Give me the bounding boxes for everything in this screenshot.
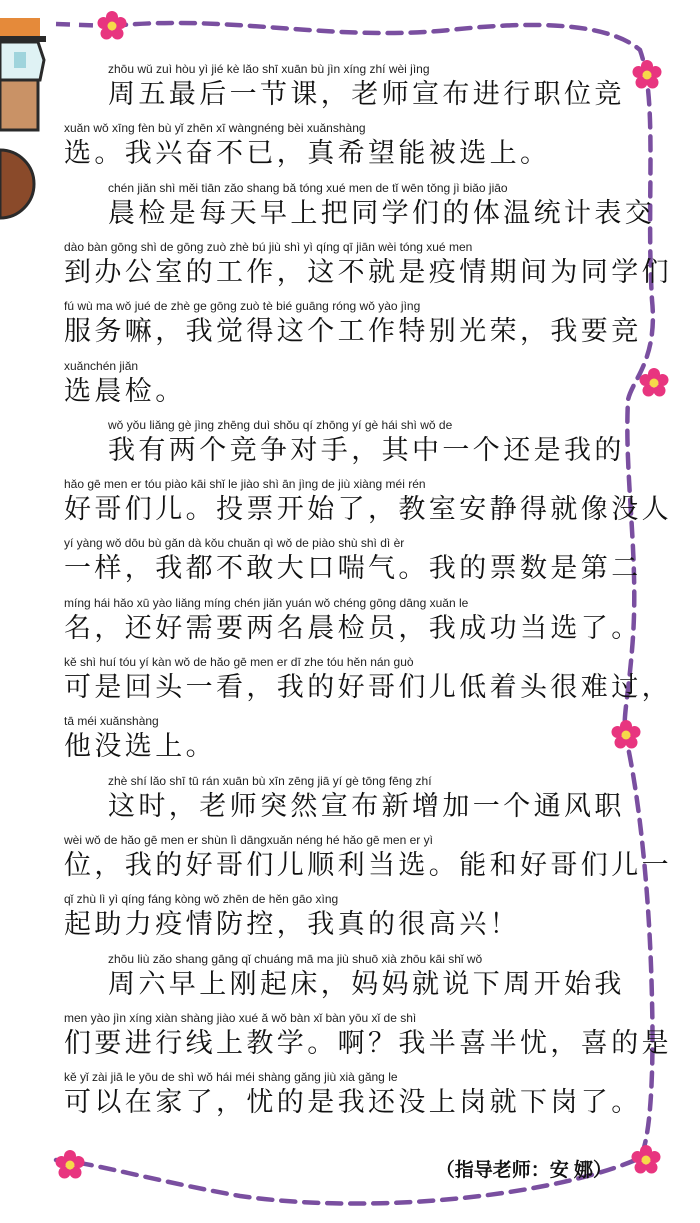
hanzi-line: 们要进行线上教学。啊？我半喜半忧，喜的是 (64, 1027, 672, 1059)
text-line (64, 239, 672, 290)
text-line (64, 62, 624, 112)
text-line (64, 121, 624, 171)
pinyin-line: xuǎn wǒ xīng fèn bù yǐ zhēn xī wàngnéng bèi xuǎnshàng (64, 121, 366, 136)
pinyin-line: wèi wǒ de hǎo gē men er shùn lì dāngxuǎn néng hé hǎo gē men er yì (64, 832, 433, 847)
pinyin-line: tā méi xuǎnshàng (64, 714, 159, 729)
hanzi-line: 起助力疫情防控，我真的很高兴！ (64, 909, 520, 941)
hanzi-line: 好哥们儿。投票开始了，教室安静得就像没人 (64, 494, 672, 526)
hanzi-line: 可以在家了，忧的是我还没上岗就下岗了。 (64, 1087, 642, 1119)
text-line (64, 952, 624, 1002)
hanzi-line: 周六早上刚起床，妈妈就说下周开始我 (108, 968, 625, 1000)
text-line (64, 655, 672, 705)
pinyin-line: men yào jìn xíng xiàn shàng jiào xué ǎ wǒ bàn xǐ bàn yōu xǐ de shì (64, 1010, 417, 1025)
hanzi-line: 他没选上。 (64, 731, 216, 763)
pinyin-line: qǐ zhù lì yì qíng fáng kòng wǒ zhēn de hěn gāo xìng (64, 892, 339, 907)
text-line (64, 774, 624, 824)
text-line (64, 832, 672, 883)
hanzi-line: 位，我的好哥们儿顺利当选。能和好哥们儿一 (64, 849, 672, 881)
hanzi-line: 晨检是每天早上把同学们的体温统计表交 (108, 197, 656, 229)
hanzi-line: 服务嘛，我觉得这个工作特别光荣，我要竞 (64, 316, 642, 348)
pinyin-line: kě shì huí tóu yí kàn wǒ de hǎo gē men er dī zhe tóu hěn nán guò (64, 655, 414, 669)
pinyin-line: xuǎnchén jiǎn (64, 358, 139, 373)
pinyin-line: fú wù ma wǒ jué de zhè ge gōng zuò tè bié guāng róng wǒ yào jìng (64, 299, 421, 314)
hanzi-line: 可是回头一看，我的好哥们儿低着头很难过， (64, 672, 672, 703)
pinyin-line: chén jiǎn shì měi tiān zǎo shang bǎ tóng xué men de tǐ wēn tǒng jì biǎo jiāo (108, 180, 508, 195)
pinyin-line: zhōu liù zǎo shang gāng qǐ chuáng mā ma jiù shuō xià zhōu kāi shǐ wǒ (108, 951, 483, 966)
hanzi-line: 我有两个竞争对手，其中一个还是我的 (108, 434, 625, 466)
pinyin-line: hǎo gē men er tóu piào kāi shǐ le jiào shì ān jìng de jiù xiàng méi rén (64, 477, 426, 492)
text-line (64, 418, 624, 468)
hanzi-line: 名，还好需要两名晨检员，我成功当选了。 (64, 612, 642, 644)
hanzi-line: 周五最后一节课，老师宣布进行职位竞 (108, 79, 625, 110)
pinyin-line: zhè shí lǎo shī tū rán xuān bù xīn zēng jiā yí gè tōng fēng zhí (108, 773, 432, 788)
pinyin-line: kě yǐ zài jiā le yōu de shì wǒ hái méi shàng gǎng jiù xià gǎng le (64, 1070, 398, 1085)
text-line (64, 299, 642, 349)
pinyin-line: zhōu wǔ zuì hòu yì jié kè lǎo shī xuān bù jìn xíng zhí wèi jìng (108, 62, 430, 76)
text-line (64, 595, 642, 646)
text-line (64, 359, 624, 409)
text-line (64, 1070, 642, 1120)
hanzi-line: 到办公室的工作，这不就是疫情期间为同学们 (64, 256, 672, 288)
text-line (64, 180, 656, 231)
text-line (64, 536, 642, 586)
hanzi-line: 这时，老师突然宣布新增加一个通风职 (108, 790, 625, 822)
pinyin-line: yí yàng wǒ dōu bù gǎn dà kǒu chuǎn qì wǒ de piào shù shì dì èr (64, 536, 405, 551)
teacher-signature: （指导老师：安 娜） (435, 1160, 612, 1181)
hanzi-line: 一样，我都不敢大口喘气。我的票数是第二 (64, 553, 642, 585)
hanzi-line: 选。我兴奋不已，真希望能被选上。 (64, 138, 551, 170)
text-line (64, 477, 672, 527)
pinyin-line: wǒ yǒu liǎng gè jìng zhēng duì shǒu qí zhōng yí gè hái shì wǒ de (108, 417, 453, 432)
text-line (64, 892, 624, 942)
text-line (64, 1010, 672, 1061)
text-line (64, 714, 624, 764)
hanzi-line: 选晨检。 (64, 375, 186, 407)
pinyin-line: dào bàn gōng shì de gōng zuò zhè bú jiù shì yì qíng qī jiān wèi tóng xué men (64, 239, 473, 254)
pinyin-line: míng hái hǎo xū yào liǎng míng chén jiǎn yuán wǒ chéng gōng dāng xuǎn le (64, 595, 469, 610)
